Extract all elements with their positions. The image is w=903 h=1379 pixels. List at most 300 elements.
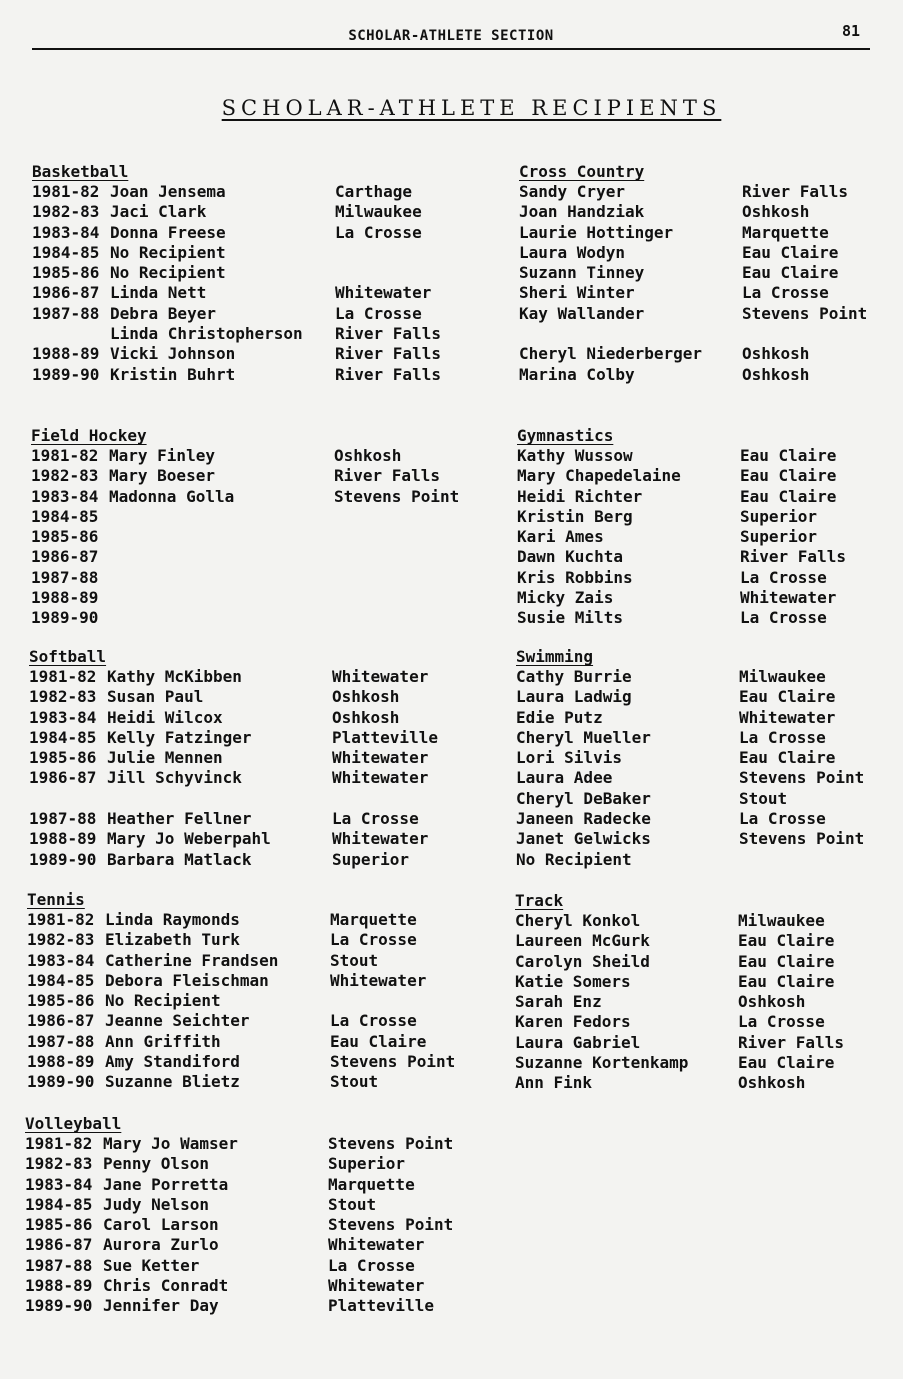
recipient-name: Chris Conradt [103, 1276, 229, 1296]
year: 1981-82 [32, 182, 100, 201]
recipient-name: Susie Milts [517, 608, 623, 628]
list-item [27, 1072, 379, 1092]
list-item [25, 1276, 425, 1296]
school: Oshkosh [742, 202, 810, 222]
list-item [29, 829, 429, 849]
sport-heading: Gymnastics [517, 426, 614, 445]
year: 1983-84 [25, 1174, 93, 1194]
school: Whitewater [739, 707, 836, 727]
school: Marquette [330, 910, 417, 929]
list-item [516, 667, 826, 687]
school: Eau Claire [740, 486, 837, 506]
recipient-name: Edie Putz [516, 707, 603, 727]
year: 1984-85 [27, 970, 95, 990]
page-number: 81 [841, 22, 860, 40]
school: Whitewater [332, 748, 429, 768]
recipient-name: Debra Beyer [110, 303, 216, 323]
recipient-name: Mary Jo Weberpahl [107, 829, 271, 849]
year: 1988-89 [32, 344, 100, 364]
year: 1985-86 [31, 527, 99, 547]
list-item [515, 1053, 835, 1073]
year: 1981-82 [25, 1134, 93, 1153]
list-item [27, 1011, 417, 1031]
recipient-name: Marina Colby [519, 364, 635, 384]
year: 1985-86 [27, 991, 95, 1011]
school: Milwaukee [738, 911, 825, 930]
sport-heading: Tennis [27, 890, 85, 909]
recipient-name: Linda Raymonds [105, 910, 240, 929]
recipient-name: Vicki Johnson [110, 344, 236, 364]
recipient-name: Carolyn Sheild [515, 951, 650, 971]
list-item [515, 951, 835, 972]
page-header [32, 22, 870, 50]
list-item [516, 768, 865, 788]
list-item [31, 486, 460, 507]
field-hockey-section [31, 426, 460, 629]
school: Oshkosh [738, 992, 806, 1012]
recipient-name: Mary Finley [109, 446, 215, 465]
year: 1989-90 [25, 1296, 93, 1316]
school: Oshkosh [742, 364, 810, 384]
school: Oshkosh [332, 687, 400, 707]
school: Milwaukee [739, 667, 826, 686]
recipient-name: Mary Boeser [109, 466, 215, 486]
recipient-name: Jill Schyvinck [107, 768, 242, 788]
year: 1986-87 [25, 1235, 93, 1255]
recipient-name: Kari Ames [517, 527, 604, 547]
year: 1989-90 [27, 1072, 95, 1092]
school: La Crosse [335, 303, 422, 323]
section-title: SCHOLAR-ATHLETE SECTION [348, 28, 554, 44]
school: Whitewater [330, 970, 427, 990]
recipient-name: Janet Gelwicks [516, 829, 651, 849]
year: 1987-88 [25, 1255, 93, 1275]
school: Oshkosh [332, 707, 400, 727]
basketball-section [32, 162, 441, 385]
year: 1988-89 [25, 1276, 93, 1296]
list-item [515, 931, 835, 951]
list-item [516, 788, 788, 809]
recipient-name: Heidi Richter [517, 486, 643, 506]
recipient-name: Amy Standiford [105, 1052, 240, 1072]
list-item [29, 748, 429, 768]
list-item [31, 507, 147, 527]
school: La Crosse [328, 1255, 415, 1275]
recipient-name: Karen Fedors [515, 1012, 631, 1032]
recipient-name: No Recipient [105, 991, 221, 1011]
list-item [31, 527, 147, 547]
sport-heading: Field Hockey [31, 426, 147, 445]
recipient-name: Susan Paul [107, 687, 204, 707]
school: Oshkosh [742, 344, 810, 364]
list-item [517, 506, 818, 527]
recipient-name: Jane Porretta [103, 1174, 229, 1194]
year: 1983-84 [29, 707, 97, 727]
school: River Falls [742, 182, 848, 201]
school: La Crosse [738, 1012, 825, 1032]
school: Whitewater [332, 768, 429, 788]
school: Milwaukee [335, 202, 422, 222]
recipient-name: No Recipient [110, 263, 226, 283]
page-title: SCHOLAR-ATHLETE RECIPIENTS [221, 96, 722, 120]
list-item [25, 1154, 406, 1174]
school: La Crosse [332, 809, 419, 829]
year: 1982-83 [32, 202, 100, 222]
list-item [32, 324, 441, 344]
school: River Falls [740, 547, 846, 567]
list-item [32, 344, 441, 364]
recipient-name: Kristin Buhrt [110, 364, 236, 384]
recipient-name: Joan Handziak [519, 202, 645, 222]
recipient-name: Judy Nelson [103, 1194, 209, 1214]
recipient-name: Micky Zais [517, 588, 614, 608]
recipient-name: Kristin Berg [517, 506, 633, 526]
year: 1985-86 [25, 1215, 93, 1235]
year: 1986-87 [29, 768, 97, 788]
list-item [27, 970, 427, 991]
recipient-name: Madonna Golla [109, 486, 235, 506]
list-item [516, 727, 826, 748]
year: 1984-85 [31, 506, 99, 526]
track-section [515, 891, 844, 1094]
year: 1988-89 [27, 1052, 95, 1072]
list-item [32, 202, 422, 222]
recipient-name: Julie Mennen [107, 748, 223, 768]
school: Whitewater [740, 588, 837, 608]
list-item [516, 829, 865, 849]
recipient-name: No Recipient [516, 849, 632, 869]
school: Eau Claire [739, 687, 836, 707]
year: 1984-85 [32, 242, 100, 262]
list-item [515, 992, 806, 1012]
year: 1988-89 [29, 829, 97, 849]
recipient-name: Jennifer Day [103, 1296, 219, 1316]
school: Stevens Point [742, 303, 868, 323]
recipient-name: Jaci Clark [110, 202, 207, 222]
recipient-name: Cheryl Mueller [516, 727, 651, 747]
list-item [519, 303, 868, 324]
list-item [29, 667, 429, 687]
list-item [517, 547, 846, 567]
recipient-name: Laureen McGurk [515, 931, 650, 951]
list-item [519, 182, 848, 202]
list-item [32, 263, 226, 283]
recipient-name: Elizabeth Turk [105, 930, 240, 950]
recipient-name: Laurie Hottinger [519, 222, 674, 242]
school: Whitewater [328, 1235, 425, 1255]
school: Stout [330, 1072, 379, 1092]
school: River Falls [334, 466, 440, 486]
school: Whitewater [332, 829, 429, 849]
sport-heading: Basketball [32, 162, 129, 181]
recipient-name: Jeanne Seichter [105, 1011, 250, 1031]
spacer [29, 789, 106, 809]
school: Superior [328, 1154, 406, 1174]
recipient-name: Heather Fellner [107, 809, 252, 829]
list-item [32, 303, 422, 324]
year: 1982-83 [31, 466, 99, 486]
recipient-name: Joan Jensema [110, 182, 226, 201]
school: La Crosse [739, 809, 826, 829]
recipient-name: Penny Olson [103, 1154, 209, 1174]
year: 1982-83 [27, 930, 95, 950]
recipient-name: Sandy Cryer [519, 182, 625, 201]
year: 1987-88 [32, 303, 100, 323]
school: River Falls [335, 364, 441, 384]
year: 1983-84 [31, 486, 99, 506]
recipient-name: Aurora Zurlo [103, 1235, 219, 1255]
list-item [519, 202, 810, 222]
recipient-name: Ann Fink [515, 1073, 593, 1093]
list-item [517, 527, 818, 547]
list-item [515, 1073, 806, 1093]
year: 1982-83 [29, 687, 97, 707]
list-item [516, 809, 826, 829]
list-item [27, 930, 417, 950]
recipient-name: Catherine Frandsen [105, 950, 279, 970]
recipient-name: Suzann Tinney [519, 263, 645, 283]
recipient-name: Lori Silvis [516, 748, 622, 768]
recipient-name: Suzanne Blietz [105, 1072, 240, 1092]
school: La Crosse [330, 930, 417, 950]
school: Eau Claire [739, 748, 836, 768]
year: 1981-82 [31, 446, 99, 465]
year: 1986-87 [32, 283, 100, 303]
year: 1983-84 [32, 222, 100, 242]
list-item [29, 809, 419, 829]
list-item [32, 364, 441, 385]
recipient-name: Carol Larson [103, 1215, 219, 1235]
list-item [519, 222, 829, 243]
recipient-name: Katie Somers [515, 971, 631, 991]
tennis-section [27, 890, 456, 1093]
year: 1987-88 [31, 567, 99, 587]
list-item [29, 687, 400, 707]
list-item [516, 687, 836, 707]
recipient-name: Cathy Burrie [516, 667, 632, 686]
school: La Crosse [740, 567, 827, 587]
year: 1989-90 [31, 608, 99, 628]
recipient-name: Cheryl Konkol [515, 911, 641, 930]
school: Eau Claire [738, 1053, 835, 1073]
list-item [25, 1255, 415, 1276]
recipient-name: Mary Jo Wamser [103, 1134, 238, 1153]
list-item [516, 748, 836, 768]
list-item [27, 910, 417, 930]
list-item [517, 486, 837, 507]
list-item [29, 707, 400, 728]
school: La Crosse [330, 1011, 417, 1031]
school: Stevens Point [328, 1215, 454, 1235]
list-item [31, 446, 402, 466]
list-item [517, 588, 837, 608]
list-item [32, 182, 413, 202]
school: River Falls [335, 344, 441, 364]
recipient-name: Sue Ketter [103, 1255, 200, 1275]
sport-heading: Softball [29, 647, 107, 666]
sport-heading: Track [515, 891, 564, 910]
school: Stout [330, 950, 379, 970]
sport-heading: Volleyball [25, 1114, 122, 1133]
school: Stevens Point [328, 1134, 454, 1153]
list-item [25, 1194, 377, 1215]
list-item [25, 1174, 415, 1195]
year: 1981-82 [29, 667, 97, 686]
school: Marquette [328, 1174, 415, 1194]
list-item [25, 1296, 434, 1316]
list-item [516, 707, 836, 728]
recipient-name: Laura Gabriel [515, 1032, 641, 1052]
list-item [515, 1012, 825, 1032]
school: Stevens Point [334, 486, 460, 506]
school: Stevens Point [330, 1052, 456, 1072]
school: River Falls [335, 324, 441, 344]
recipient-name: Linda Christopherson [110, 324, 303, 344]
year: 1985-86 [32, 263, 100, 283]
list-item [25, 1134, 454, 1154]
school: Whitewater [335, 283, 432, 303]
list-item [31, 588, 147, 608]
school: Whitewater [332, 667, 429, 686]
recipient-name: Kathy McKibben [107, 667, 242, 686]
list-item [31, 466, 440, 486]
sport-heading: Cross Country [519, 162, 645, 181]
list-item [517, 567, 827, 588]
volleyball-section [25, 1114, 454, 1317]
school: La Crosse [740, 608, 827, 628]
school: Eau Claire [738, 951, 835, 971]
recipient-name: Suzanne Kortenkamp [515, 1053, 689, 1073]
list-item [32, 283, 432, 303]
list-item [29, 768, 429, 788]
softball-section [29, 647, 438, 870]
school: Eau Claire [738, 971, 835, 991]
school: La Crosse [742, 283, 829, 303]
recipient-name: Dawn Kuchta [517, 547, 623, 567]
recipient-name: Cheryl DeBaker [516, 788, 651, 808]
list-item [516, 849, 632, 870]
year: 1989-90 [29, 849, 97, 869]
recipient-name: Sheri Winter [519, 283, 635, 303]
recipient-name: Laura Adee [516, 768, 613, 788]
school: Carthage [335, 182, 413, 201]
school: Superior [740, 506, 818, 526]
recipient-name: Kathy Wussow [517, 446, 633, 465]
year: 1984-85 [29, 727, 97, 747]
year: 1983-84 [27, 950, 95, 970]
list-item [519, 263, 839, 283]
school: River Falls [738, 1032, 844, 1052]
gymnastics-section [517, 426, 846, 629]
school: Eau Claire [738, 931, 835, 951]
recipient-name: Debora Fleischman [105, 970, 269, 990]
school: La Crosse [739, 727, 826, 747]
year: 1984-85 [25, 1194, 93, 1214]
year: 1986-87 [27, 1011, 95, 1031]
school: Marquette [742, 222, 829, 242]
school: Superior [740, 527, 818, 547]
recipient-name: Kris Robbins [517, 567, 633, 587]
school: Oshkosh [334, 446, 402, 465]
list-item [32, 222, 422, 243]
year: 1987-88 [27, 1031, 95, 1051]
school: Eau Claire [740, 446, 837, 465]
school: Eau Claire [742, 242, 839, 262]
recipient-name: Kelly Fatzinger [107, 727, 252, 747]
recipient-name: Heidi Wilcox [107, 707, 223, 727]
list-item [519, 364, 810, 385]
recipient-name: Janeen Radecke [516, 809, 651, 829]
list-item [29, 727, 438, 748]
year: 1986-87 [31, 547, 99, 567]
list-item [29, 849, 410, 870]
list-item [517, 608, 827, 628]
school: Whitewater [328, 1276, 425, 1296]
year: 1989-90 [32, 364, 100, 384]
list-item [31, 547, 147, 567]
list-item [27, 991, 221, 1011]
recipient-name: Mary Chapedelaine [517, 466, 681, 486]
year: 1981-82 [27, 910, 95, 929]
school: Stout [328, 1194, 377, 1214]
list-item [32, 242, 226, 263]
list-item [519, 283, 829, 303]
cross-country-section [519, 162, 868, 385]
recipient-name: Laura Ladwig [516, 687, 632, 707]
recipient-name: Donna Freese [110, 222, 226, 242]
recipient-name: Linda Nett [110, 283, 207, 303]
school: Eau Claire [330, 1031, 427, 1051]
list-item [31, 568, 147, 588]
list-item [519, 344, 810, 364]
school: Stout [739, 788, 788, 808]
school: Platteville [332, 727, 438, 747]
list-item [519, 242, 839, 263]
swimming-section [516, 647, 865, 870]
sport-heading: Swimming [516, 647, 594, 666]
list-item [515, 1032, 844, 1053]
school: Eau Claire [742, 263, 839, 283]
school: Platteville [328, 1296, 434, 1316]
list-item [517, 466, 837, 486]
list-item [27, 1052, 456, 1072]
school: Eau Claire [740, 466, 837, 486]
list-item [519, 324, 644, 344]
recipient-name: Sarah Enz [515, 992, 602, 1012]
list-item [31, 608, 147, 628]
school: La Crosse [335, 222, 422, 242]
school: Superior [332, 849, 410, 869]
list-item [515, 911, 825, 931]
year: 1982-83 [25, 1154, 93, 1174]
recipient-name: Barbara Matlack [107, 849, 252, 869]
recipient-name: Ann Griffith [105, 1031, 221, 1051]
list-item [27, 950, 379, 971]
recipient-name: Kay Wallander [519, 303, 645, 323]
year: 1988-89 [31, 588, 99, 608]
school: Stevens Point [739, 768, 865, 788]
list-item [25, 1235, 425, 1255]
recipient-name: Cheryl Niederberger [519, 344, 703, 364]
list-item [517, 446, 837, 466]
year: 1985-86 [29, 748, 97, 768]
school: Stevens Point [739, 829, 865, 849]
list-item [27, 1031, 427, 1052]
recipient-name: Laura Wodyn [519, 242, 625, 262]
year: 1987-88 [29, 809, 97, 829]
list-item [515, 971, 835, 992]
list-item [25, 1215, 454, 1235]
